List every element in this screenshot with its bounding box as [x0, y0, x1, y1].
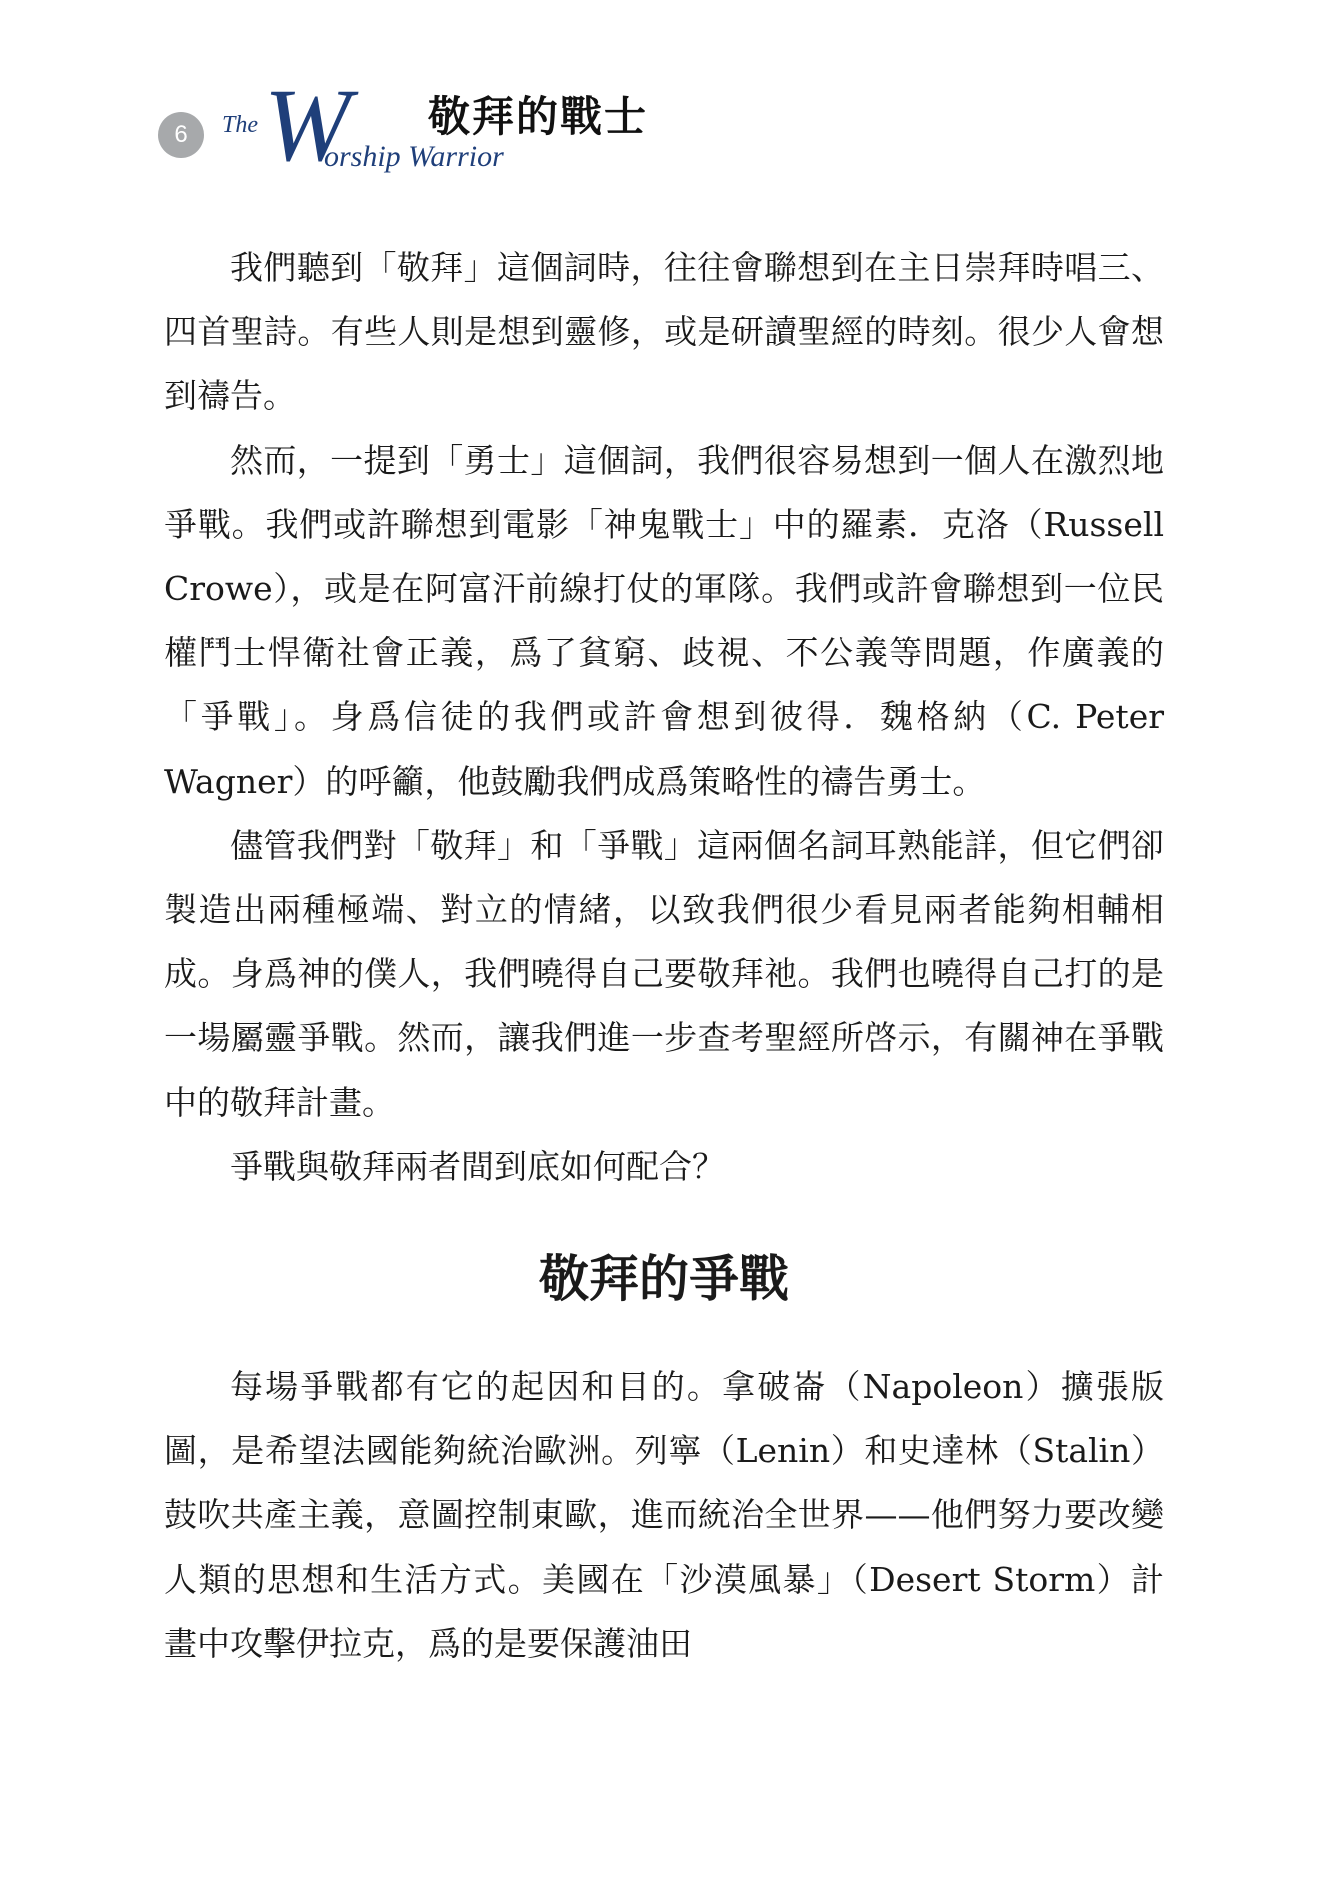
- section-heading: 敬拜的爭戰: [539, 1250, 789, 1309]
- paragraph: 每場爭戰都有它的起因和目的。拿破崙（Napoleon）擴張版圖，是希望法國能夠統治歐洲。列寧（Lenin）和史達林（Stalin）鼓吹共產主義，意圖控制東歐，進而統治全世界——他們努力要改變人類的思想和生活方式。美國在「沙漠風暴」（Desert Storm）計畫中攻擊伊拉克，爲的是要保護油田: [164, 1367, 1164, 1663]
- page-body: [164, 236, 1164, 1676]
- logo-chinese-title: 敬拜的戰士: [428, 92, 649, 141]
- logo-the-text: The: [222, 112, 258, 138]
- paragraph: 儘管我們對「敬拜」和「爭戰」這兩個名詞耳熟能詳，但它們卻製造出兩種極端、對立的情緒，以致我們很少看見兩者能夠相輔相成。身爲神的僕人，我們曉得自己要敬拜祂。我們也曉得自己打的是一場屬靈爭戰。然而，讓我們進一步查考聖經所啓示，有關神在爭戰中的敬拜計畫。: [164, 825, 1164, 1122]
- book-logo: [220, 68, 660, 183]
- paragraph: 然而，一提到「勇士」這個詞，我們很容易想到一個人在激烈地爭戰。我們或許聯想到電影「神鬼戰士」中的羅素．克洛（Russell Crowe），或是在阿富汗前線打仗的軍隊。我們或許會聯想到一位民權鬥士悍衛社會正義，爲了貧窮、歧視、不公義等問題，作廣義的「爭戰」。身爲信徒的我們或許會想到彼得．魏格納（C. Peter Wagner）的呼籲，他鼓勵我們成爲策略性的禱告勇士。: [164, 440, 1164, 801]
- paragraph: 我們聽到「敬拜」這個詞時，往往會聯想到在主日崇拜時唱三、四首聖詩。有些人則是想到靈修，或是研讀聖經的時刻。很少人會想到禱告。: [164, 248, 1164, 416]
- page-header: [0, 0, 1342, 200]
- logo-worship-warrior-text: orship Warrior: [324, 140, 504, 173]
- paragraph: 爭戰與敬拜兩者間到底如何配合？: [230, 1146, 725, 1186]
- page-number-badge: 6: [158, 112, 204, 158]
- logo-initial-w: W: [264, 68, 351, 183]
